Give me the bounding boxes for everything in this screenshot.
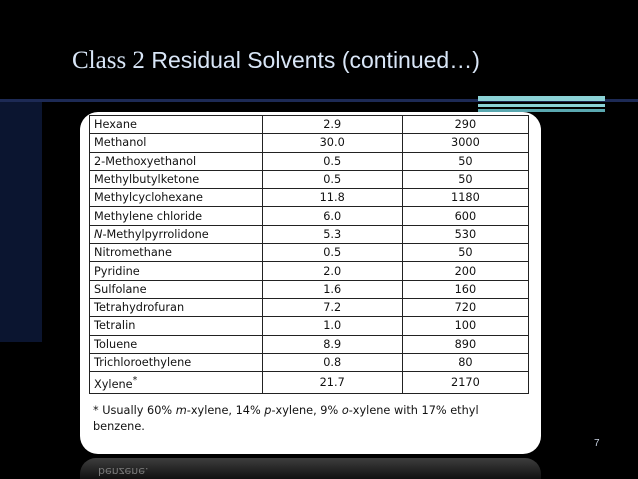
footnote-p: p	[264, 404, 272, 417]
pde-cell: 2.0	[262, 262, 402, 280]
limit-cell: 160	[402, 280, 528, 298]
limit-cell: 890	[402, 335, 528, 353]
reflection-text: benzene.	[98, 465, 149, 478]
pde-cell: 11.8	[262, 189, 402, 207]
pde-cell: 0.5	[262, 170, 402, 188]
solvent-name-cell: Xylene*	[90, 372, 263, 394]
limit-cell: 530	[402, 225, 528, 243]
footnote-text: -xylene, 9%	[271, 404, 342, 417]
table-row	[90, 317, 529, 335]
solvent-name-cell: Methylcyclohexane	[90, 189, 263, 207]
pde-cell: 2.9	[262, 116, 402, 134]
table-row	[90, 152, 529, 170]
pde-cell: 0.5	[262, 152, 402, 170]
table-card	[80, 112, 541, 454]
solvent-name-cell: Nitromethane	[90, 244, 263, 262]
accent-bar	[478, 96, 605, 101]
solvents-table	[89, 115, 529, 394]
pde-cell: 7.2	[262, 298, 402, 316]
solvent-name-cell: N-Methylpyrrolidone	[90, 225, 263, 243]
solvent-name-cell: Trichloroethylene	[90, 353, 263, 371]
table-row	[90, 134, 529, 152]
table-row	[90, 353, 529, 371]
footnote-text: Usually 60%	[98, 404, 176, 417]
limit-cell: 100	[402, 317, 528, 335]
solvent-name-cell: Tetrahydrofuran	[90, 298, 263, 316]
solvent-name-cell: Pyridine	[90, 262, 263, 280]
table-row	[90, 298, 529, 316]
footnote-text: -xylene with 17% ethyl benzene.	[93, 404, 479, 433]
limit-cell: 80	[402, 353, 528, 371]
pde-cell: 5.3	[262, 225, 402, 243]
footnote-star: *	[93, 404, 99, 417]
solvents-table-body	[90, 116, 529, 394]
solvent-name-cell: Sulfolane	[90, 280, 263, 298]
solvent-name-prefix: N	[94, 227, 103, 241]
pde-cell: 21.7	[262, 372, 402, 394]
limit-cell: 3000	[402, 134, 528, 152]
limit-cell: 50	[402, 244, 528, 262]
limit-cell: 50	[402, 170, 528, 188]
solvent-name-cell: 2-Methoxyethanol	[90, 152, 263, 170]
solvent-name-cell: Methylene chloride	[90, 207, 263, 225]
footnote-m: m	[175, 404, 187, 417]
table-footnote	[93, 403, 533, 435]
pde-cell: 30.0	[262, 134, 402, 152]
table-row	[90, 372, 529, 394]
table-row	[90, 170, 529, 188]
table-row	[90, 116, 529, 134]
table-reflection	[80, 458, 541, 479]
pde-cell: 8.9	[262, 335, 402, 353]
slide-number: 7	[594, 438, 600, 449]
pde-cell: 0.8	[262, 353, 402, 371]
pde-cell: 1.6	[262, 280, 402, 298]
accent-bar	[478, 104, 605, 107]
table-row	[90, 189, 529, 207]
pde-cell: 6.0	[262, 207, 402, 225]
solvent-name-cell: Hexane	[90, 116, 263, 134]
limit-cell: 2170	[402, 372, 528, 394]
table-row	[90, 335, 529, 353]
title-sans-part: Residual Solvents (continued…)	[144, 47, 480, 73]
left-decor-strip	[0, 102, 42, 342]
table-row	[90, 262, 529, 280]
solvent-name-cell: Methylbutylketone	[90, 170, 263, 188]
limit-cell: 720	[402, 298, 528, 316]
limit-cell: 600	[402, 207, 528, 225]
limit-cell: 1180	[402, 189, 528, 207]
table-row	[90, 207, 529, 225]
table-row	[90, 280, 529, 298]
title-serif-part: Class 2	[72, 47, 145, 74]
solvent-name-cell: Toluene	[90, 335, 263, 353]
pde-cell: 0.5	[262, 244, 402, 262]
table-row	[90, 244, 529, 262]
limit-cell: 200	[402, 262, 528, 280]
limit-cell: 50	[402, 152, 528, 170]
solvent-name-cell: Tetralin	[90, 317, 263, 335]
limit-cell: 290	[402, 116, 528, 134]
slide-title	[72, 44, 480, 75]
pde-cell: 1.0	[262, 317, 402, 335]
solvent-name-cell: Methanol	[90, 134, 263, 152]
xylene-footnote-mark: *	[132, 375, 138, 387]
table-row	[90, 225, 529, 243]
footnote-text: -xylene, 14%	[186, 404, 265, 417]
footnote-o: o	[341, 404, 349, 417]
